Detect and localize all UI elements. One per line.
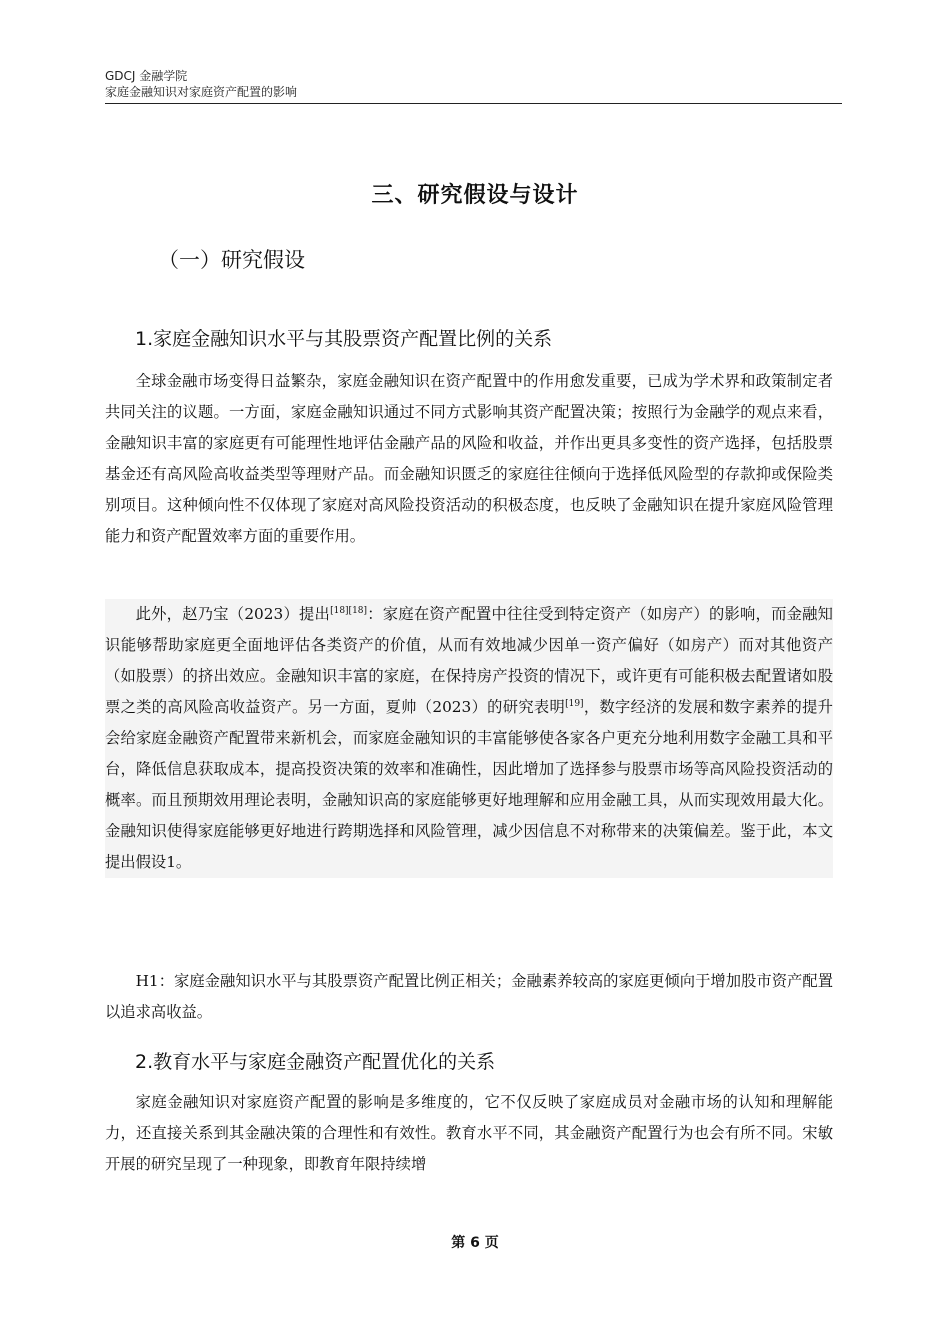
paragraph-1: 全球金融市场变得日益繁杂，家庭金融知识在资产配置中的作用愈发重要，已成为学术界和政策制定者共同关注的议题。一方面，家庭金融知识通过不同方式影响其资产配置决策；按照行为金融学的观点来看，金融知识丰富的家庭更有可能理性地评估金融产品的风险和收益，并作出更具多变性的资产选择，包括股票基金还有高风险高收益类型等理财产品。而金融知识匮乏的家庭往往倾向于选择低风险型的存款抑或保险类别项目。这种倾向性不仅体现了家庭对高风险投资活动的积极态度，也反映了金融知识在提升家庭风险管理能力和资产配置效率方面的重要作用。	[105, 372, 833, 545]
header-institution: GDCJ 金融学院	[105, 69, 188, 83]
paragraph-4: 家庭金融知识对家庭资产配置的影响是多维度的，它不仅反映了家庭成员对金融市场的认知和理解能力，还直接关系到其金融决策的合理性和有效性。教育水平不同，其金融资产配置行为也会有所不同。宋敏开展的研究呈现了一种现象，即教育年限持续增	[105, 1093, 833, 1173]
citation-18: [18][18]	[330, 605, 368, 616]
paragraph-2-text-a: 此外，赵乃宝（2023）提出	[135, 605, 331, 623]
citation-19: [19]	[565, 698, 584, 709]
subsection-title-2: 2.教育水平与家庭金融资产配置优化的关系	[135, 1051, 496, 1073]
hypothesis-h1: H1：家庭金融知识水平与其股票资产配置比例正相关；金融素养较高的家庭更倾向于增加股市资产配置以追求高收益。	[105, 972, 833, 1021]
page-header	[105, 68, 842, 100]
chapter-title: 三、研究假设与设计	[371, 183, 579, 208]
paragraph-2	[105, 599, 833, 878]
header-thesis-title: 家庭金融知识对家庭资产配置的影响	[105, 85, 298, 99]
paragraph-2-text-b: ：家庭在资产配置中往往受到特定资产（如房产）的影响，而金融知识能够帮助家庭更全面地评估各类资产的价值，从而有效地减少因单一资产偏好（如房产）而对其他资产（如股票）的挤出效应。金融知识丰富的家庭，在保持房产投资的情况下，或许更有可能积极去配置诸如股票之类的高风险高收益资产。另一方面，夏帅（2023）的研究表明	[105, 605, 833, 716]
paragraph-2-text-c: ，数字经济的发展和数字素养的提升会给家庭金融资产配置带来新机会，而家庭金融知识的丰富能够使各家各户更充分地利用数字金融工具和平台，降低信息获取成本，提高投资决策的效率和准确性，因此增加了选择参与股票市场等高风险投资活动的概率。而且预期效用理论表明，金融知识高的家庭能够更好地理解和应用金融工具，从而实现效用最大化。金融知识使得家庭能够更好地进行跨期选择和风险管理，减少因信息不对称带来的决策偏差。鉴于此，本文提出假设1。	[105, 698, 833, 871]
section-title: （一）研究假设	[158, 248, 305, 272]
page-number: 第 6 页	[451, 1235, 499, 1251]
header-divider	[105, 103, 842, 104]
subsection-title-1: 1.家庭金融知识水平与其股票资产配置比例的关系	[135, 328, 553, 350]
